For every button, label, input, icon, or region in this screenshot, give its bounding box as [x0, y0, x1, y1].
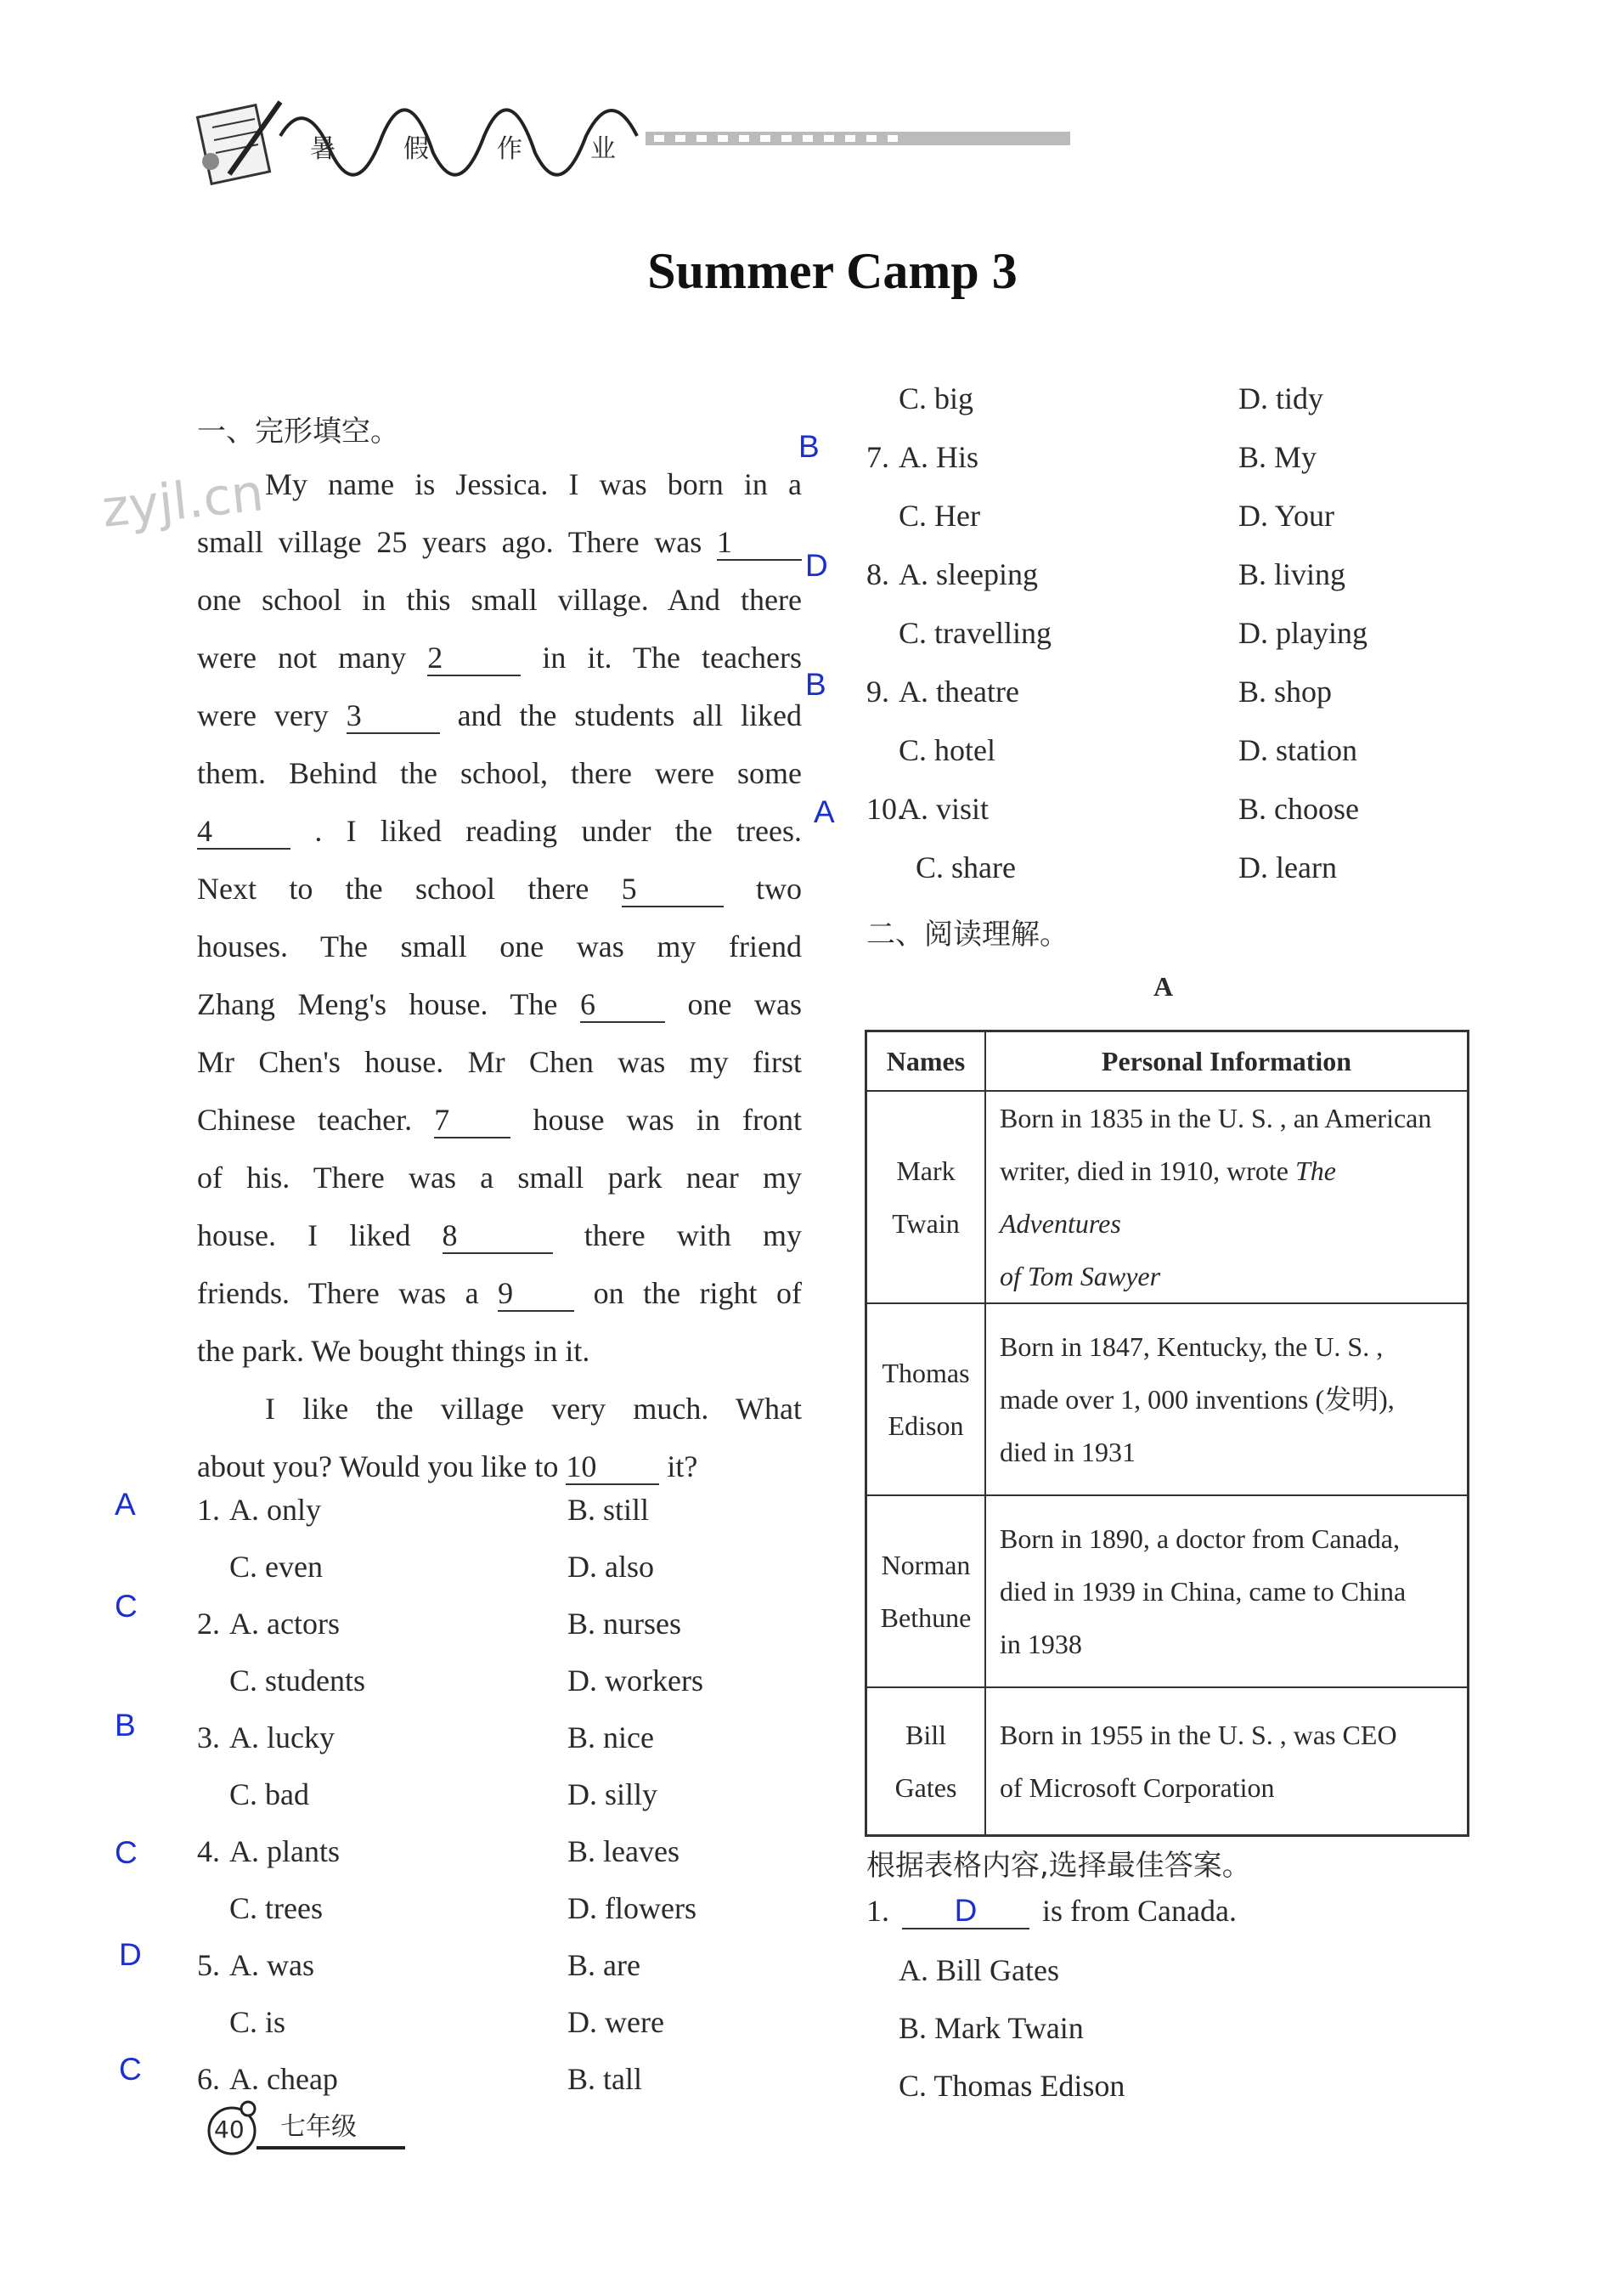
- option-c: C. is: [229, 2005, 286, 2039]
- option-number: 5.: [197, 1948, 220, 1982]
- option-b: B. shop: [1238, 675, 1333, 709]
- table-row: [866, 1091, 1469, 1303]
- q1-option-a: A. Bill Gates: [899, 1953, 1059, 1987]
- passage-line: [197, 918, 802, 975]
- passage-text: in it. The teachers: [542, 641, 803, 675]
- option-a: A. sleeping: [899, 557, 1038, 591]
- info-cell: Born in 1955 in the U. S. , was CEO of Microsoft Corporation: [985, 1687, 1469, 1835]
- passage-line: [197, 1322, 802, 1380]
- option-a: A. was: [229, 1948, 314, 1982]
- table-row: [866, 1495, 1469, 1687]
- name-cell: Thomas Edison: [866, 1303, 986, 1495]
- option-number: 6.: [197, 2062, 220, 2096]
- passage-text: the park. We bought things in it.: [197, 1334, 590, 1368]
- option-number: 1.: [197, 1493, 220, 1527]
- passage-line: [197, 860, 802, 918]
- option-d: D. flowers: [567, 1891, 696, 1925]
- passage-text: were very: [197, 698, 329, 732]
- passage-line: [197, 1264, 802, 1322]
- cloze-blank: 5: [622, 872, 724, 907]
- footer-rule: [257, 2146, 405, 2150]
- passage-line: [197, 1206, 802, 1264]
- passage-text: one school in this small village. And there: [197, 583, 802, 617]
- passage-text: I like the village very much. What: [265, 1392, 802, 1426]
- reading-instruction: 根据表格内容,选择最佳答案。: [866, 1849, 1251, 1883]
- option-b: B. living: [1238, 557, 1346, 591]
- option-number: 10.: [866, 792, 905, 826]
- cloze-blank: 6: [580, 987, 665, 1023]
- cloze-blank: 3: [347, 698, 440, 734]
- info-cell: Born in 1847, Kentucky, the U. S. , made over 1, 000 inventions (发明), died in 1931: [985, 1303, 1469, 1495]
- header-wave-decoration: [272, 85, 1087, 195]
- handwritten-answer: B: [798, 429, 820, 464]
- name-cell: Mark Twain: [866, 1091, 986, 1303]
- header-banner: [195, 85, 1062, 195]
- passage-line: [197, 1438, 802, 1495]
- passage-text: it?: [667, 1449, 698, 1483]
- reading-part-label: A: [1153, 971, 1174, 1002]
- option-a: A. actors: [229, 1607, 340, 1641]
- option-a: A. His: [899, 440, 979, 474]
- option-number: 7.: [866, 440, 889, 474]
- passage-line: [197, 975, 802, 1033]
- option-a: A. visit: [899, 792, 990, 826]
- section1-heading: 一、完形填空。: [197, 415, 399, 449]
- option-number: 8.: [866, 557, 889, 591]
- passage-text: Mr Chen's house. Mr Chen was my first: [197, 1045, 802, 1079]
- handwritten-answer: C: [115, 1589, 138, 1624]
- passage-line: [197, 1380, 802, 1438]
- passage-text: and the students all liked: [457, 698, 803, 732]
- passage-text: Zhang Meng's house. The: [197, 987, 558, 1021]
- header-char-4: 业: [590, 134, 616, 164]
- passage-line: [197, 1091, 802, 1149]
- cloze-blank: 9: [498, 1276, 574, 1312]
- passage-text: about you? Would you like to: [197, 1449, 559, 1483]
- option-c: C. share: [916, 850, 1016, 884]
- watermark: zyjl.cn: [99, 463, 267, 540]
- passage-text: My name is Jessica. I was born in a: [265, 467, 802, 501]
- question-number: 1.: [866, 1894, 889, 1928]
- info-cell: Born in 1835 in the U. S. , an American writer, died in 1910, wrote The Adventures of Tom Sawyer: [985, 1091, 1469, 1303]
- option-d: D. playing: [1238, 616, 1367, 650]
- column-header: Names: [866, 1031, 986, 1092]
- passage-text: houses. The small one was my friend: [197, 929, 802, 963]
- section2-heading: 二、阅读理解。: [866, 918, 1069, 952]
- option-d: D. also: [567, 1550, 654, 1584]
- handwritten-answer: C: [119, 2052, 142, 2087]
- header-char-1: 暑: [310, 134, 336, 164]
- passage-line: [197, 744, 802, 802]
- option-b: B. My: [1238, 440, 1317, 474]
- option-c: C. Her: [899, 499, 980, 533]
- info-cell: Born in 1890, a doctor from Canada, died in 1939 in China, came to China in 1938: [985, 1495, 1469, 1687]
- option-number: 2.: [197, 1607, 220, 1641]
- passage-text: two: [756, 872, 803, 906]
- handwritten-answer: A: [814, 794, 835, 829]
- question-1: [866, 1893, 1237, 1929]
- name-cell: Norman Bethune: [866, 1495, 986, 1687]
- handwritten-answer: B: [805, 667, 826, 702]
- option-d: D. workers: [567, 1664, 703, 1698]
- passage-text: house was in front: [533, 1103, 802, 1137]
- option-number: 4.: [197, 1834, 220, 1868]
- option-a: A. lucky: [229, 1720, 335, 1754]
- option-a: A. cheap: [229, 2062, 338, 2096]
- passage-text: . I liked reading under the trees.: [314, 814, 802, 848]
- option-b: B. still: [567, 1493, 650, 1527]
- option-d: D. learn: [1238, 850, 1337, 884]
- option-number: 3.: [197, 1720, 220, 1754]
- passage-text: one was: [687, 987, 803, 1021]
- option-b: B. nice: [567, 1720, 654, 1754]
- handwritten-answer: D: [805, 548, 828, 583]
- answer-blank: [902, 1894, 1029, 1929]
- cloze-blank: 1: [717, 525, 802, 561]
- handwritten-answer: D: [119, 1937, 142, 1972]
- passage-text: on the right of: [593, 1276, 803, 1310]
- passage-line: [197, 513, 802, 571]
- passage-text: house. I liked: [197, 1218, 411, 1252]
- passage-text: of his. There was a small park near my: [197, 1161, 802, 1195]
- option-b: B. are: [567, 1948, 640, 1982]
- cloze-blank: 8: [443, 1218, 553, 1254]
- option-d: D. were: [567, 2005, 664, 2039]
- passage-text: there with my: [584, 1218, 803, 1252]
- passage-text: them. Behind the school, there were some: [197, 756, 802, 790]
- passage-line: [197, 1033, 802, 1091]
- option-c: C. travelling: [899, 616, 1052, 650]
- table-header-row: [866, 1031, 1469, 1092]
- passage-text: Next to the school there: [197, 872, 589, 906]
- cloze-passage: [197, 455, 802, 1495]
- handwritten-answer: C: [115, 1835, 138, 1870]
- option-c: C. students: [229, 1664, 366, 1698]
- passage-line: [197, 1149, 802, 1206]
- handwritten-answer: A: [115, 1487, 136, 1522]
- passage-line: [197, 629, 802, 686]
- cloze-blank: 10: [566, 1449, 659, 1485]
- cloze-blank: 2: [427, 641, 521, 676]
- name-cell: Bill Gates: [866, 1687, 986, 1835]
- option-d: D. tidy: [1238, 381, 1324, 415]
- option-c: C. big: [899, 381, 974, 415]
- option-b: B. nurses: [567, 1607, 681, 1641]
- passage-line: [197, 686, 802, 744]
- option-b: B. choose: [1238, 792, 1359, 826]
- q1-option-b: B. Mark Twain: [899, 2011, 1084, 2045]
- option-a: A. theatre: [899, 675, 1019, 709]
- table-row: [866, 1303, 1469, 1495]
- cloze-blank: 4: [197, 814, 290, 850]
- handwritten-answer: B: [115, 1708, 136, 1743]
- option-b: B. tall: [567, 2062, 642, 2096]
- header-char-2: 假: [403, 134, 429, 164]
- page-number: 40: [214, 2116, 245, 2144]
- passage-line: [197, 802, 802, 860]
- passage-text: Chinese teacher.: [197, 1103, 413, 1137]
- option-number: 9.: [866, 675, 889, 709]
- page-footer: [204, 2099, 408, 2158]
- option-d: D. Your: [1238, 499, 1335, 533]
- info-table: [865, 1030, 1469, 1837]
- option-a: A. only: [229, 1493, 321, 1527]
- option-c: C. bad: [229, 1777, 309, 1811]
- page-title: Summer Camp 3: [647, 243, 1018, 299]
- option-c: C. hotel: [899, 733, 995, 767]
- option-c: C. trees: [229, 1891, 323, 1925]
- option-c: C. even: [229, 1550, 323, 1584]
- table-row: [866, 1687, 1469, 1835]
- q1-option-c: C. Thomas Edison: [899, 2069, 1125, 2103]
- passage-text: were not many: [197, 641, 407, 675]
- question-text: is from Canada.: [1042, 1894, 1237, 1928]
- option-d: D. station: [1238, 733, 1357, 767]
- option-a: A. plants: [229, 1834, 340, 1868]
- grade-label: 七年级: [280, 2112, 357, 2142]
- passage-text: small village 25 years ago. There was: [197, 525, 702, 559]
- passage-line: [197, 571, 802, 629]
- column-header: Personal Information: [985, 1031, 1469, 1092]
- cloze-blank: 7: [434, 1103, 510, 1138]
- passage-line: [197, 455, 802, 513]
- passage-text: friends. There was a: [197, 1276, 479, 1310]
- header-char-3: 作: [497, 134, 522, 164]
- handwritten-answer: D: [954, 1893, 978, 1928]
- option-b: B. leaves: [567, 1834, 679, 1868]
- option-d: D. silly: [567, 1777, 658, 1811]
